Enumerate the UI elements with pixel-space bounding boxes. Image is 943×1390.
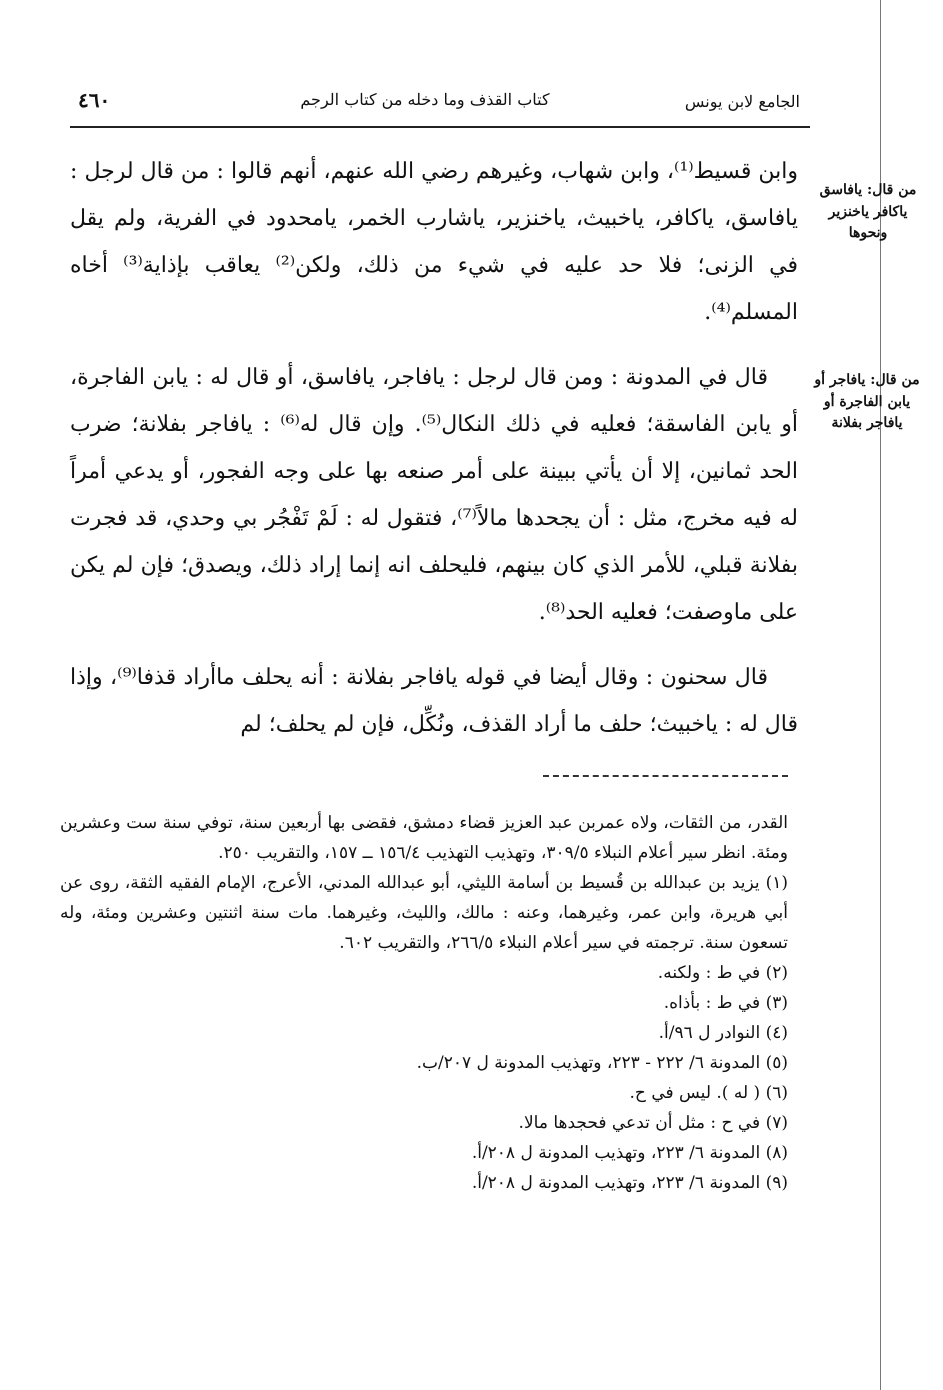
margin-note: من قال: يافاسق ياكافر ياخنزير ونحوها <box>819 182 917 242</box>
footnotes <box>60 808 788 1198</box>
running-title: كتاب القذف وما دخله من كتاب الرجم <box>300 90 550 109</box>
footnote: (١) يزيد بن عبدالله بن قُسيط بن أسامة الليثي، أبو عبدالله المدني، الأعرج، الإمام الفقيه الثقة، روى عن أبي هريرة، وابن عمر، وغيرهما، وعنه : مالك، والليث، وغيرهما. مات سنة اثنتين وعشرين ومئة، وله تسعون سنة. ترجمته في سير أعلام النبلاء ٢٦٦/٥، والتقريب ٦٠٢. <box>60 873 788 953</box>
footnote: (٩) المدونة ٦/ ٢٢٣، وتهذيب المدونة ل ٢٠٨/أ. <box>471 1173 788 1193</box>
paragraph: قال في المدونة : ومن قال لرجل : يافاجر، يافاسق، أو قال له : يابن الفاجرة، أو يابن الفاسقة؛ فعليه في ذلك النكال⁽⁵⁾. وإن قال له⁽⁶⁾ : يافاجر بفلانة؛ ضرب الحد ثمانين، إلا أن يأتي ببينة على أمر صنعه بها على وجه الفجور، أو يدعي أمراً له فيه مخرج، مثل : أن يجحدها مالاً⁽⁷⁾، فتقول له : لَمْ تَفْجُر بي وحدي، قد فجرت بفلانة قبلي، للأمر الذي كان بينهم، فليحلف انه إنما إراد ذلك، ويصدق؛ فإن لم يكن على ماوصفت؛ فعليه الحد⁽⁸⁾. <box>70 365 799 625</box>
footnote: (٦) ( له ). ليس في ح. <box>629 1083 788 1103</box>
margin-note: من قال: يافاجر أو يابن الفاجرة أو يافاجر بفلانة <box>814 372 920 432</box>
main-text <box>70 148 798 766</box>
footnote: (٣) في ط : بأذاه. <box>663 993 788 1013</box>
paragraph: قال سحنون : وقال أيضا في قوله يافاجر بفلانة : أنه يحلف ماأراد قذفا⁽⁹⁾، وإذا قال له : ياخبيث؛ حلف ما أراد القذف، ونُكِّل، فإن لم يحلف؛ لم <box>70 665 798 737</box>
header-rule <box>70 126 810 128</box>
page-number: ٤٦٠ <box>78 88 111 112</box>
footnote: (٧) في ح : مثل أن تدعي فحجدها مالا. <box>518 1113 788 1133</box>
running-author: الجامع لابن يونس <box>684 92 800 111</box>
footnote: (٤) النوادر ل ٩٦/أ. <box>658 1023 788 1043</box>
footnote: القدر، من الثقات، ولاه عمربن عبد العزيز قضاء دمشق، فقضى بها أربعين سنة، توفي سنة ست وعشرين ومئة. انظر سير أعلام النبلاء ٣٠٩/٥، وتهذيب التهذيب ١٥٦/٤ ــ ١٥٧، والتقريب ٢٥٠. <box>60 813 788 863</box>
footnote: (٢) في ط : ولكنه. <box>657 963 788 983</box>
footnote: (٥) المدونة ٦/ ٢٢٢ - ٢٢٣، وتهذيب المدونة ل ٢٠٧/ب. <box>416 1053 788 1073</box>
paragraph: وابن قسيط⁽¹⁾، وابن شهاب، وغيرهم رضي الله عنهم، أنهم قالوا : من قال لرجل : يافاسق، ياكافر، ياخبيث، ياخنزير، ياشارب الخمر، يامحدود في الفرية، ولم يقل في الزنى؛ فلا حد عليه في شيء من ذلك، ولكن⁽²⁾ يعاقب بإذاية⁽³⁾ أخاه المسلم⁽⁴⁾. <box>70 159 799 325</box>
footnote-separator <box>543 775 788 777</box>
footnote: (٨) المدونة ٦/ ٢٢٣، وتهذيب المدونة ل ٢٠٨/أ. <box>471 1143 788 1163</box>
